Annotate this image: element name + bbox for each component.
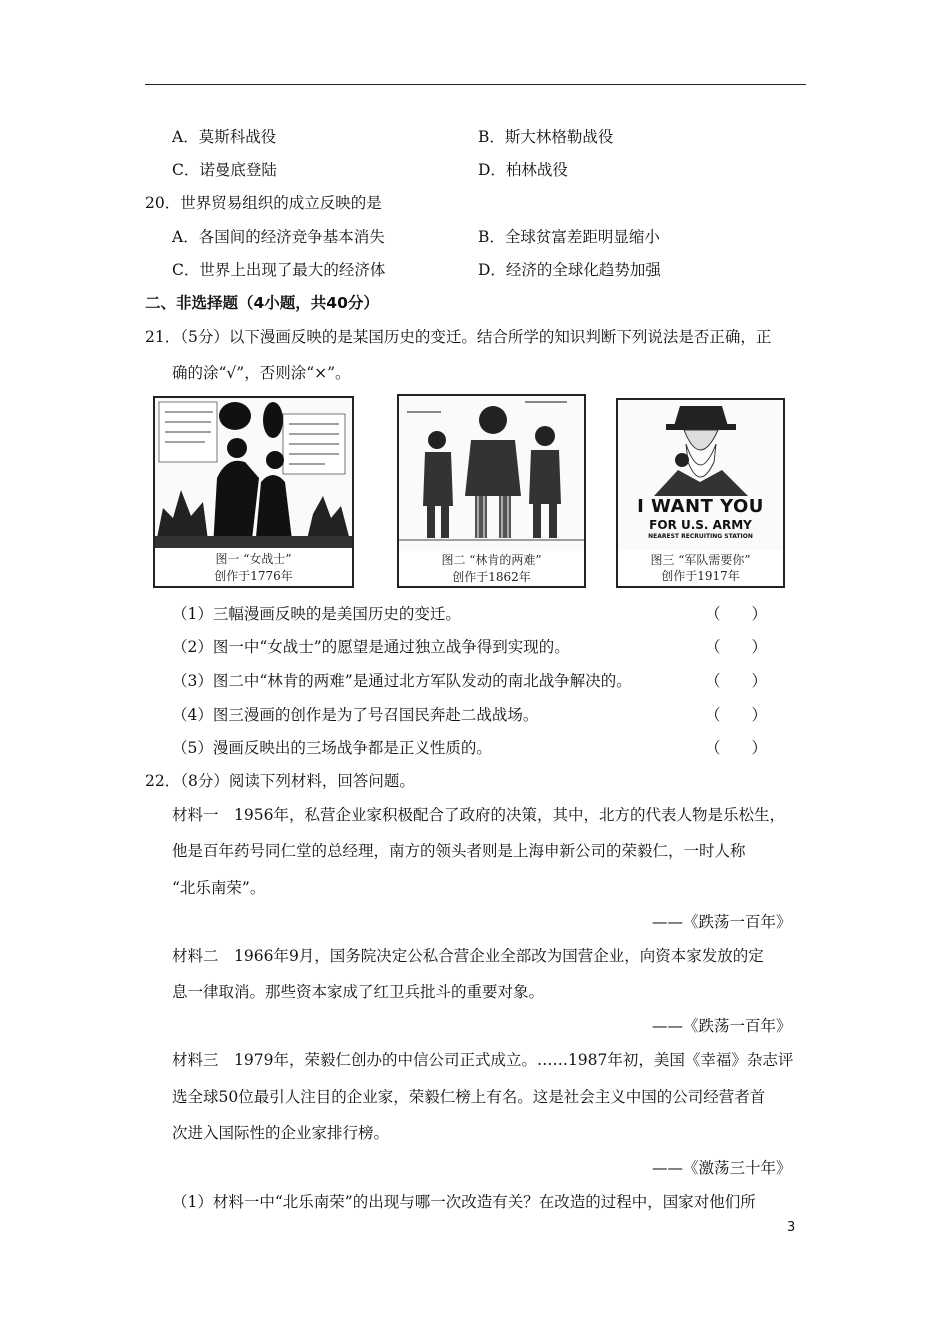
- q19-option-a: A．莫斯科战役: [172, 128, 277, 146]
- q21-item-1: （1）三幅漫画反映的是美国历史的变迁。: [172, 605, 461, 623]
- q21-answer-2[interactable]: （ ）: [705, 638, 768, 656]
- q21-answer-4[interactable]: （ ）: [705, 706, 768, 724]
- q21-item-2: （2）图一中“女战士”的愿望是通过独立战争得到实现的。: [172, 638, 570, 656]
- material-1-line-3: “北乐南荣”。: [172, 879, 266, 897]
- cartoon-figure-1: [153, 396, 354, 588]
- poster-footer: NEAREST RECRUITING STATION: [648, 533, 753, 540]
- q21-answer-1[interactable]: （ ）: [705, 605, 768, 623]
- figure-2-caption-year: 创作于1862年: [452, 570, 531, 584]
- figure-2-caption-title: 图二 “林肯的两难”: [441, 553, 542, 567]
- q20-stem: 20．世界贸易组织的成立反映的是: [145, 194, 382, 212]
- material-3-source: ——《激荡三十年》: [652, 1159, 792, 1177]
- material-3-line-3: 次进入国际性的企业家排行榜。: [172, 1124, 390, 1142]
- material-3-line-1: 材料三 1979年，荣毅仁创办的中信公司正式成立。……1987年初，美国《幸福》杂志评: [172, 1051, 794, 1069]
- poster-headline: I WANT YOU: [637, 496, 764, 517]
- poster-subheadline: FOR U.S. ARMY: [649, 518, 752, 532]
- cartoon-2-art: [399, 396, 584, 551]
- q21-answer-3[interactable]: （ ）: [705, 672, 768, 690]
- q22-subquestion-1: （1）材料一中“北乐南荣”的出现与哪一次改造有关？在改造的过程中，国家对他们所: [172, 1193, 756, 1211]
- q19-option-d: D．柏林战役: [478, 161, 568, 179]
- page-number: 3: [787, 1220, 796, 1235]
- q19-option-b: B．斯大林格勒战役: [478, 128, 614, 146]
- figure-3-caption-year: 创作于1917年: [661, 569, 740, 583]
- section-heading: 二、非选择题（4小题，共40分）: [145, 294, 379, 312]
- q19-option-c: C．诺曼底登陆: [172, 161, 277, 179]
- q21-answer-5[interactable]: （ ）: [705, 739, 768, 757]
- material-1-source: ——《跌荡一百年》: [652, 913, 792, 931]
- material-2-line-1: 材料二 1966年9月，国务院决定公私合营企业全部改为国营企业，向资本家发放的定: [172, 947, 764, 965]
- q21-item-4: （4）图三漫画的创作是为了号召国民奔赴二战战场。: [172, 706, 539, 724]
- figure-1-caption-year: 创作于1776年: [214, 569, 293, 583]
- q20-option-c: C．世界上出现了最大的经济体: [172, 261, 386, 279]
- figure-3-caption-title: 图三 “军队需要你”: [650, 553, 751, 567]
- material-1-line-2: 他是百年药号同仁堂的总经理，南方的领头者则是上海申新公司的荣毅仁，一时人称: [172, 842, 746, 860]
- header-rule: [145, 84, 806, 85]
- q20-option-b: B．全球贫富差距明显缩小: [478, 228, 660, 246]
- cartoon-figure-3: [616, 398, 785, 588]
- q22-stem: 22．（8分）阅读下列材料，回答问题。: [145, 772, 415, 790]
- material-2-source: ——《跌荡一百年》: [652, 1017, 792, 1035]
- material-3-line-2: 选全球50位最引人注目的企业家，荣毅仁榜上有名。这是社会主义中国的公司经营者首: [172, 1088, 766, 1106]
- q21-item-3: （3）图二中“林肯的两难”是通过北方军队发动的南北战争解决的。: [172, 672, 632, 690]
- figure-1-caption-title: 图一 “女战士”: [215, 552, 292, 566]
- q21-stem-line2: 确的涂“√”，否则涂“×”。: [172, 364, 351, 382]
- cartoon-1-art: [155, 398, 352, 548]
- material-2-line-2: 息一律取消。那些资本家成了红卫兵批斗的重要对象。: [172, 983, 545, 1001]
- material-1-line-1: 材料一 1956年，私营企业家积极配合了政府的决策，其中，北方的代表人物是乐松生，: [172, 806, 785, 824]
- q20-option-a: A．各国间的经济竞争基本消失: [172, 228, 385, 246]
- q21-stem-line1: 21．（5分）以下漫画反映的是某国历史的变迁。结合所学的知识判断下列说法是否正确，正: [145, 328, 772, 346]
- cartoon-figure-2: [397, 394, 586, 588]
- q20-option-d: D．经济的全球化趋势加强: [478, 261, 661, 279]
- q21-item-5: （5）漫画反映出的三场战争都是正义性质的。: [172, 739, 492, 757]
